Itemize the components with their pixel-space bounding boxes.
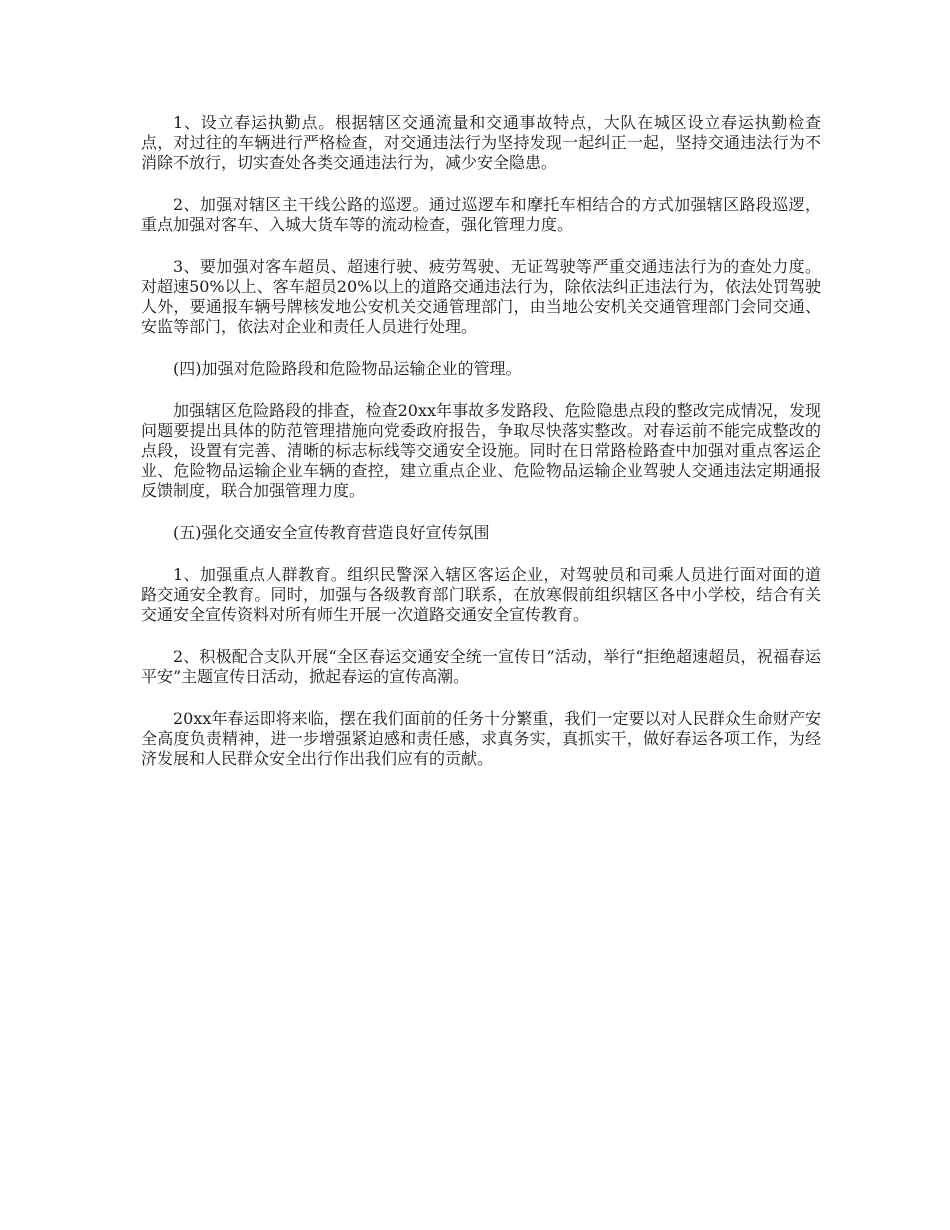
paragraph-education: 1、加强重点人群教育。组织民警深入辖区客运企业，对驾驶员和司乘人员进行面对面的道路交通安全教育。同时，加强与各级教育部门联系，在放寒假前组织辖区各中小学校，结合有关交通安全宣传资料对所有师生开展一次道路交通安全宣传教育。 <box>141 565 821 624</box>
document-body <box>141 113 821 791</box>
section-heading-4: (四)加强对危险路段和危险物品运输企业的管理。 <box>173 359 522 378</box>
paragraph-violations: 3、要加强对客车超员、超速行驶、疲劳驾驶、无证驾驶等严重交通违法行为的查处力度。对超速50%以上、客车超员20%以上的道路交通违法行为，除依法纠正违法行为，依法处罚驾驶人外，要通报车辆号牌核发地公安机关交通管理部门，由当地公安机关交通管理部门会同交通、安监等部门，依法对企业和责任人员进行处理。 <box>141 257 821 336</box>
paragraph-conclusion: 20xx年春运即将来临，摆在我们面前的任务十分繁重，我们一定要以对人民群众生命财产安全高度负责精神，进一步增强紧迫感和责任感，求真务实，真抓实干，做好春运各项工作，为经济发展和人民群众安全出行作出我们应有的贡献。 <box>141 709 821 768</box>
paragraph-checkpoint: 1、设立春运执勤点。根据辖区交通流量和交通事故特点，大队在城区设立春运执勤检查点，对过往的车辆进行严格检查，对交通违法行为坚持发现一起纠正一起，坚持交通违法行为不消除不放行，切实查处各类交通违法行为，减少安全隐患。 <box>141 113 821 172</box>
paragraph-dangerous-roads: 加强辖区危险路段的排查，检查20xx年事故多发路段、危险隐患点段的整改完成情况，发现问题要提出具体的防范管理措施向党委政府报告，争取尽快落实整改。对春运前不能完成整改的点段，设置有完善、清晰的标志标线等交通安全设施。同时在日常路检路查中加强对重点客运企业、危险物品运输企业车辆的查控，建立重点企业、危险物品运输企业驾驶人交通违法定期通报反馈制度，联合加强管理力度。 <box>141 401 821 500</box>
section-heading-5: (五)强化交通安全宣传教育营造良好宣传氛围 <box>173 523 490 542</box>
paragraph-patrol: 2、加强对辖区主干线公路的巡逻。通过巡逻车和摩托车相结合的方式加强辖区路段巡逻，重点加强对客车、入城大货车等的流动检查，强化管理力度。 <box>141 195 821 234</box>
paragraph-publicity-day: 2、积极配合支队开展“全区春运交通安全统一宣传日”活动，举行“拒绝超速超员，祝福春运平安”主题宣传日活动，掀起春运的宣传高潮。 <box>141 647 821 686</box>
